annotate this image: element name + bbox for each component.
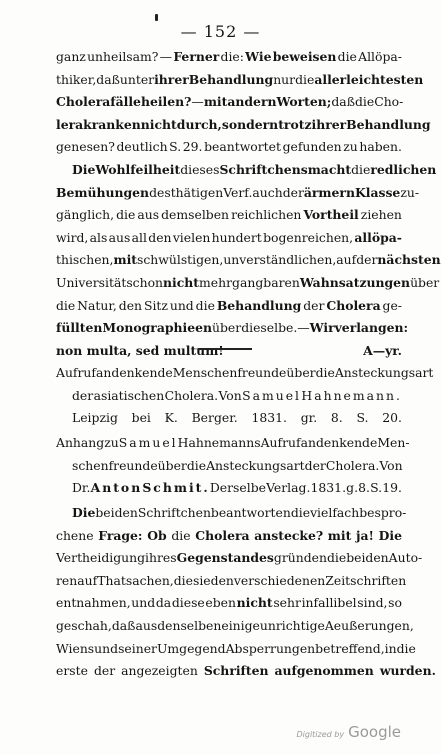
word: Dr. [72, 480, 91, 496]
word: die [186, 457, 207, 473]
word: durch, [176, 116, 222, 132]
word: zu [343, 139, 358, 155]
word: eben [205, 595, 236, 611]
word: als [89, 229, 108, 245]
word: 8. [358, 480, 370, 496]
word: Ob [147, 527, 167, 543]
word: Absperrungen [225, 640, 316, 656]
word: beantworten [210, 505, 291, 520]
text-line [56, 295, 402, 318]
word: daß [96, 71, 120, 87]
word: genesen? [56, 139, 115, 155]
word: auf [77, 572, 98, 588]
word: nicht [140, 116, 177, 132]
word: die [116, 207, 136, 223]
word: einige [221, 617, 260, 633]
word: allöpa- [354, 229, 402, 245]
word: des [149, 184, 171, 200]
word: zu- [400, 184, 420, 200]
word: Die [378, 527, 402, 543]
word: Ferner [173, 49, 220, 64]
text-line [56, 159, 437, 182]
word: der [93, 663, 116, 679]
text-line [56, 477, 402, 500]
review-two [56, 502, 436, 683]
word: betreffend, [315, 640, 385, 656]
word: Wir [309, 320, 335, 336]
word: Aufruf [56, 365, 97, 380]
word: die [351, 161, 371, 177]
word: andern [227, 94, 277, 110]
word: thätigen [170, 184, 224, 200]
watermark-brand: Google [348, 723, 401, 741]
word: S. [356, 410, 369, 426]
word: die [173, 572, 193, 588]
word: — [297, 320, 310, 336]
word: der [303, 297, 325, 313]
word: die: [220, 49, 244, 64]
word: auf [336, 252, 357, 268]
word: Die [72, 505, 96, 520]
word: Die [72, 161, 96, 177]
word: sie [192, 572, 211, 588]
word: bei [131, 410, 151, 426]
word: Cholera. [164, 387, 219, 403]
text-line [56, 249, 441, 272]
word: die [396, 640, 416, 656]
word: infallibel [301, 595, 357, 611]
word: Klasse [354, 184, 401, 200]
word: denkende [315, 435, 378, 450]
word: der [356, 252, 378, 268]
word: mehr [199, 274, 233, 290]
word: Gegenstandes [176, 550, 274, 566]
word: Natur, [77, 297, 117, 313]
word: 1831. [251, 410, 287, 426]
word: lerakranken [56, 116, 141, 132]
text-line [56, 385, 402, 408]
word: die [295, 71, 315, 87]
word: Cho- [374, 94, 404, 110]
word: Anton [90, 480, 143, 496]
word: so [388, 595, 402, 611]
section-divider [198, 348, 252, 350]
word: über [157, 457, 187, 473]
word: denkende [111, 365, 173, 380]
word: unverständlichen, [223, 252, 337, 268]
word: in [384, 640, 397, 656]
page-number: — 152 — [180, 22, 261, 41]
word: bespro- [359, 505, 407, 520]
text-line [56, 182, 420, 205]
text-line [56, 525, 402, 548]
word: ärmern [303, 184, 355, 200]
text-line [56, 204, 402, 227]
word: die [354, 94, 375, 110]
word: nicht [236, 595, 273, 611]
word: seiner [118, 640, 157, 656]
word: Auto- [388, 550, 423, 566]
word: Anhang [56, 435, 105, 450]
review-one-lines [56, 46, 441, 340]
word: — [191, 94, 204, 110]
word: daß [331, 94, 355, 110]
word: schon [126, 274, 164, 290]
word: der [304, 457, 326, 473]
text-line [56, 432, 410, 455]
word: und [131, 595, 156, 611]
word: über [410, 274, 440, 290]
word: beiden [346, 550, 389, 566]
word: diese [171, 595, 205, 611]
text-line [56, 136, 402, 159]
word: Monographieen [102, 320, 213, 336]
word: den [148, 229, 172, 245]
text-line [56, 46, 402, 69]
word: deutlich [116, 139, 168, 155]
word: beweisen [272, 49, 337, 64]
word: reichlichen [231, 207, 302, 223]
word: Behandlung [346, 116, 431, 132]
word: S. [370, 480, 383, 496]
word: thischen, [56, 252, 114, 268]
word: Cholera [326, 297, 381, 313]
word: gangbaren [232, 274, 300, 290]
review-one-signature: A—yr. [363, 342, 402, 358]
review-one-motto: non multa, sed multum! [56, 342, 224, 358]
word: Ansteckungsart [334, 365, 434, 380]
word: Wiens [56, 640, 95, 656]
word: heilen? [140, 94, 192, 110]
word: 20. [382, 410, 402, 426]
word: und [94, 640, 119, 656]
word: chene [56, 527, 94, 543]
word: ge- [382, 297, 402, 313]
word: Cholera. [325, 457, 380, 473]
word: Samuel [118, 435, 178, 450]
word: Wie [245, 49, 272, 64]
word: gründen [273, 550, 327, 566]
word: die [315, 365, 335, 380]
word: Bemühungen [56, 184, 150, 200]
word: Schriftchen [137, 505, 211, 520]
entry-one [56, 362, 434, 430]
word: zu [104, 435, 119, 450]
word: mit [113, 252, 137, 268]
word: über [286, 365, 316, 380]
word: nur [273, 71, 296, 87]
word: macht [307, 161, 352, 177]
word: Cholera [195, 527, 250, 543]
word: ihrer [154, 71, 189, 87]
word: haben. [359, 139, 402, 155]
word: thiker, [56, 71, 97, 87]
word: S. [169, 139, 182, 155]
entry-one-lines [56, 362, 434, 430]
word: beiden [95, 505, 138, 520]
word: Verf. [223, 184, 253, 200]
word: ren [56, 572, 78, 588]
watermark-prefix: Digitized by [296, 730, 345, 739]
word: füllten [56, 320, 103, 336]
text-line [56, 272, 440, 295]
text-line [56, 660, 436, 683]
word: angezeigten [121, 663, 198, 679]
word: Vertheidigung [56, 550, 146, 566]
word: ihres [145, 550, 177, 566]
word: schwülstigen, [137, 252, 224, 268]
word: aus [137, 207, 160, 223]
word: Leipzig [72, 410, 118, 426]
word: verlangen: [334, 320, 409, 336]
word: anstecke? [254, 527, 324, 543]
word: Aeußerungen, [324, 617, 414, 633]
word: verschiedenen [233, 572, 326, 588]
text-line [56, 114, 431, 137]
word: die [326, 550, 347, 566]
word: Behandlung [216, 297, 302, 313]
text-line [56, 638, 416, 661]
word: gänglich, [56, 207, 115, 223]
word: g. [346, 480, 359, 496]
word: Zeitschriften [325, 572, 407, 588]
word: und [169, 297, 194, 313]
word: Vortheil [303, 207, 359, 223]
word: aus [108, 229, 131, 245]
word: 19. [382, 480, 402, 496]
word: demselben [161, 207, 230, 223]
word: schenfreunde [72, 457, 158, 473]
word: 1831. [310, 480, 347, 496]
word: entnahmen, [56, 595, 131, 611]
word: Hahnemann. [301, 387, 402, 403]
word: asiatischen [93, 387, 165, 403]
digitized-by-google-watermark [296, 723, 401, 741]
word: Men- [377, 435, 410, 450]
word: Ansteckungsart [206, 457, 305, 473]
word: gefunden [282, 139, 342, 155]
word: erste [56, 663, 88, 679]
text-line [56, 547, 423, 570]
word: Worten; [276, 94, 332, 110]
word: ihrer [311, 116, 347, 132]
word: aufgenommen [274, 663, 374, 679]
word: dieses [180, 161, 220, 177]
word: aus [135, 617, 158, 633]
text-line [56, 570, 407, 593]
text-line [56, 362, 434, 385]
word: Behandlung [188, 71, 274, 87]
word: allerleichtesten [314, 71, 424, 87]
word: redlichen [370, 161, 437, 177]
word: Wahnsatzungen [299, 274, 411, 290]
text-line [56, 592, 402, 615]
word: Berger. [191, 410, 238, 426]
word: Samuel [242, 387, 302, 403]
word: die [337, 49, 357, 64]
word: Frage: [98, 527, 143, 543]
word: K. [164, 410, 178, 426]
word: all [131, 229, 147, 245]
word: die [171, 527, 191, 543]
word: Schriftchens [219, 161, 308, 177]
word: gr. [300, 410, 318, 426]
entry-two [56, 432, 410, 500]
text-line [56, 91, 402, 114]
word: beantwortet [204, 139, 281, 155]
word: der [282, 184, 304, 200]
word: unheilsam? [87, 49, 159, 64]
word: den [118, 297, 143, 313]
text-line [56, 502, 407, 525]
word: Thatsachen, [97, 572, 174, 588]
review-two-lines [56, 502, 436, 683]
word: Sitz [143, 297, 168, 313]
word: an [300, 435, 316, 450]
text-line [56, 615, 414, 638]
word: trotz [278, 116, 312, 132]
word: Von [379, 457, 403, 473]
word: vielfach [310, 505, 360, 520]
review-one [56, 46, 441, 362]
word: unter [119, 71, 155, 87]
word: hundert [211, 229, 262, 245]
word: Aufruf [260, 435, 301, 450]
word: sind, [357, 595, 388, 611]
word: auch [252, 184, 283, 200]
word: vielen [172, 229, 211, 245]
word: an [96, 365, 112, 380]
word: daß [111, 617, 136, 633]
word: die [195, 297, 215, 313]
word: mit [203, 94, 228, 110]
word: den [210, 572, 234, 588]
word: Allöpa- [358, 49, 402, 64]
word: ja! [356, 527, 374, 543]
word: ganz [56, 49, 86, 64]
word: Derselbe [209, 480, 266, 496]
word: Verlag. [266, 480, 311, 496]
word: Schmit. [142, 480, 210, 496]
review-one-signoff [56, 340, 402, 363]
word: sondern [221, 116, 279, 132]
word: Von [218, 387, 242, 403]
word: wird, [56, 229, 89, 245]
text-line [56, 227, 402, 250]
word: die [290, 505, 311, 520]
word: Hahnemanns [177, 435, 261, 450]
word: 29. [182, 139, 203, 155]
word: Universität [56, 274, 127, 290]
print-mark [155, 14, 158, 21]
word: unrichtige [259, 617, 325, 633]
word: mit [327, 527, 352, 543]
word: Wohlfeilheit [95, 161, 181, 177]
word: — [159, 49, 173, 64]
word: wurden. [379, 663, 436, 679]
word: die [56, 297, 76, 313]
word: Schriften [203, 663, 269, 679]
text-line [56, 69, 424, 92]
word: ziehen [360, 207, 402, 223]
word: dieselbe. [241, 320, 298, 336]
text-line [56, 317, 409, 340]
word: nicht [163, 274, 200, 290]
text-line [56, 407, 402, 430]
word: nächsten [377, 252, 441, 268]
word: Umgegend [156, 640, 226, 656]
word: da [155, 595, 172, 611]
word: 8. [330, 410, 343, 426]
word: geschah, [56, 617, 112, 633]
word: Cholerafälle [56, 94, 141, 110]
word: über [212, 320, 242, 336]
text-line [56, 455, 402, 478]
word: der [72, 387, 94, 403]
word: sehr [273, 595, 301, 611]
word: Menschenfreunde [172, 365, 287, 380]
entry-two-lines [56, 432, 410, 500]
word: denselben [157, 617, 222, 633]
word: bogenreichen, [263, 229, 354, 245]
